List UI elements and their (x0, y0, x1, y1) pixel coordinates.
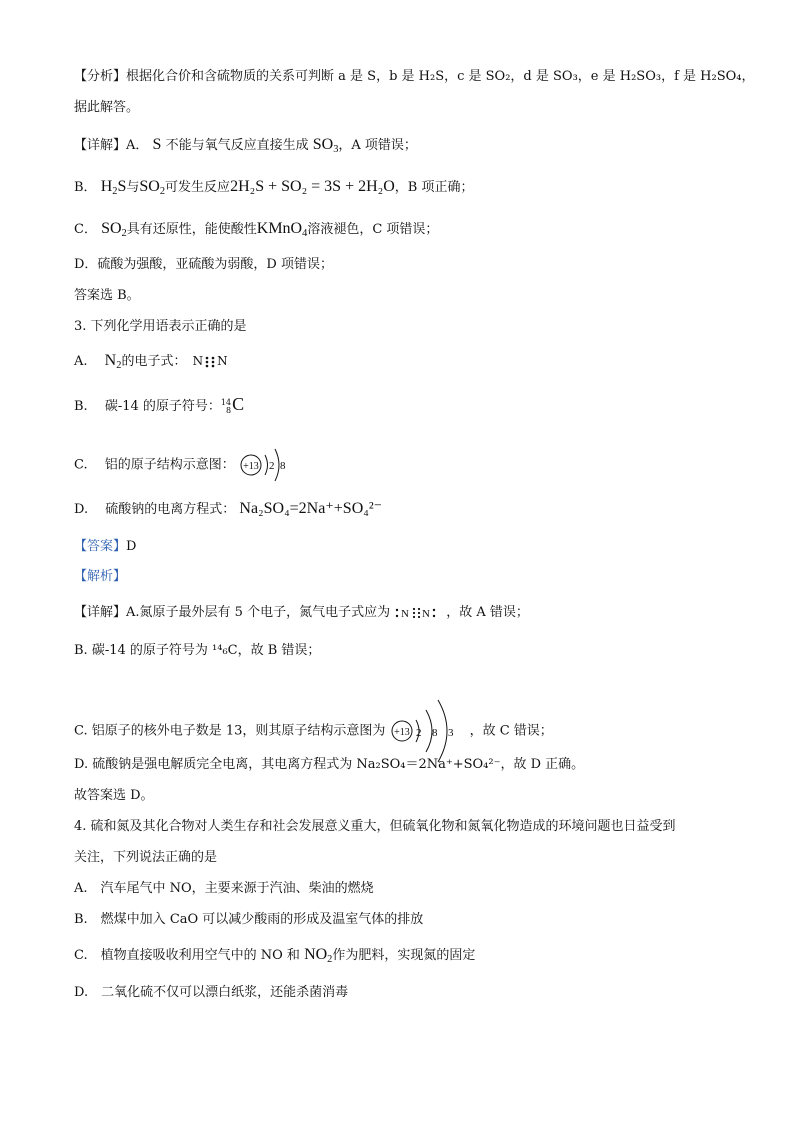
detail-c (74, 220, 438, 243)
q4-option-a: A. 汽车尾气中 NO，主要来源于汽油、柴油的燃烧 (74, 881, 374, 896)
detail-a (74, 136, 417, 159)
svg-text:+13: +13 (243, 461, 259, 472)
analysis-text: 根据化合价和含硫物质的关系可判断 a 是 S，b 是 H₂S，c 是 SO₂，d 是 SO₃，e 是 H₂SO₃，f 是 H₂SO₄， (126, 69, 755, 84)
svg-text:2: 2 (415, 727, 422, 739)
detail-tag: 【详解】 (74, 605, 127, 620)
q3-b-prefix: B. (74, 399, 88, 414)
analysis-text-2: 据此解答。 (74, 100, 140, 115)
svg-text:8: 8 (279, 460, 286, 472)
svg-text:N: N (401, 607, 410, 620)
analysis-line-2 (74, 99, 139, 117)
triple-dot-icon (203, 354, 217, 370)
analysis-tag: 【分析】 (74, 69, 127, 84)
analysis-line-1 (74, 68, 754, 86)
detail-c-end: 溶液褪色，C 项错误； (307, 222, 439, 237)
q3-option-c (74, 445, 299, 485)
svg-text:N: N (422, 607, 431, 620)
svg-text:3: 3 (447, 727, 454, 739)
formula-kmno4: KMnO$_4$ (256, 220, 308, 240)
detail-d: D．硫酸为强酸，亚硫酸为弱酸，D 项错误； (74, 257, 333, 272)
q3-stem: 3. 下列化学用语表示正确的是 (74, 319, 247, 334)
reaction-equation: 2H₂S + SO₂ = 3S + 2H₂O (230, 178, 395, 195)
q3-a-text: 的电子式： (121, 354, 187, 369)
q3-option-b (74, 395, 244, 416)
nuclide-numbers: 14 8 (220, 397, 232, 415)
q3-answer (74, 538, 136, 556)
detail-a-end: ，A 项错误； (338, 138, 417, 153)
detail-answer: 答案选 B。 (74, 288, 140, 303)
svg-text:+13: +13 (393, 727, 410, 738)
detail-b-prefix: B． (74, 180, 97, 195)
formula-n2: $N_2$ (104, 352, 122, 372)
detail-c-prefix: C． (74, 222, 97, 237)
formula-so2: $SO_2$ (139, 178, 166, 198)
detail-c-mid: 具有还原性，能使酸性 (126, 222, 257, 237)
formula-h2s: $H_2S$ (100, 178, 127, 198)
q3-option-a (74, 352, 228, 375)
formula-no2: $NO_2$ (304, 946, 333, 966)
formula-so2-c: $SO_2$ (101, 220, 127, 240)
q4-stem-1: 4. 硫和氮及其化合物对人类生存和社会发展意义重大，但硫氧化物和氮氧化物造成的环境问题也日益受到 (74, 819, 676, 834)
detail-b-mid: 可发生反应 (165, 180, 231, 195)
q3-detail-b: B. 碳-14 的原子符号为 ¹⁴₆C，故 B 错误； (74, 643, 321, 658)
q3-a-prefix: A. (74, 354, 88, 369)
q3-c-text: 铝的原子结构示意图： (104, 457, 235, 473)
n2-electron-formula: N N (192, 354, 228, 368)
q4-c-end: 作为肥料，实现氮的固定 (332, 948, 476, 963)
q3-detail-d: D. 硫酸钠是强电解质完全电离，其电离方程式为 Na₂SO₄＝2Na⁺+SO₄²⁻，故 D 正确。 (74, 757, 585, 772)
q4-stem-2: 关注，下列说法正确的是 (74, 850, 218, 865)
q3-detail-a (74, 604, 529, 622)
detail-a-mid: 不能与氧气反应直接生成 (165, 138, 309, 153)
detail-b (74, 178, 473, 201)
n2-full-electron-formula (394, 606, 446, 620)
q4-option-b: B. 燃煤中加入 CaO 可以减少酸雨的形成及温室气体的排放 (74, 912, 424, 927)
svg-text:2: 2 (268, 460, 275, 472)
q3-parse-tag: 【解析】 (74, 569, 127, 584)
svg-text:8: 8 (431, 727, 438, 739)
formula-s: S (152, 136, 162, 153)
detail-b-end: ，B 项正确； (394, 180, 474, 195)
q3-d-prefix: D. (74, 502, 89, 517)
ionization-equation: Na₂SO₄=2Na⁺+SO₄²⁻ (239, 500, 383, 517)
q3-final-answer: 故答案选 D。 (74, 788, 154, 803)
detail-b-and: 与 (126, 180, 140, 195)
q3-option-d (74, 500, 382, 519)
q3-c-prefix: C. (74, 457, 88, 473)
q3-detail-a-end: ，故 A 错误； (446, 605, 529, 620)
q4-option-c (74, 946, 475, 969)
formula-so3: $SO_3$ (312, 136, 339, 156)
q4-c-prefix: C. 植物直接吸收利用空气中的 NO 和 (74, 948, 300, 963)
detail-a-prefix: A． (126, 138, 149, 153)
nuclide-symbol: C (232, 394, 245, 414)
q3-detail-a-text: A.氮原子最外层有 5 个电子，氮气电子式应为 (126, 605, 391, 620)
answer-tag: 【答案】 (74, 539, 127, 554)
q4-option-d: D. 二氧化硫不仅可以漂白纸浆，还能杀菌消毒 (74, 985, 349, 1000)
al-atom-structure-diagram (239, 445, 299, 485)
q3-detail-c-end: ，故 C 错误； (469, 723, 553, 739)
q3-d-text: 硫酸钠的电离方程式： (105, 502, 236, 517)
q3-detail-c-text: C. 铝原子的核外电子数是 13，则其原子结构示意图为 (74, 723, 386, 739)
detail-tag: 【详解】 (74, 138, 127, 153)
answer-value: D (126, 539, 137, 554)
q3-b-text: 碳-14 的原子符号： (104, 399, 221, 414)
